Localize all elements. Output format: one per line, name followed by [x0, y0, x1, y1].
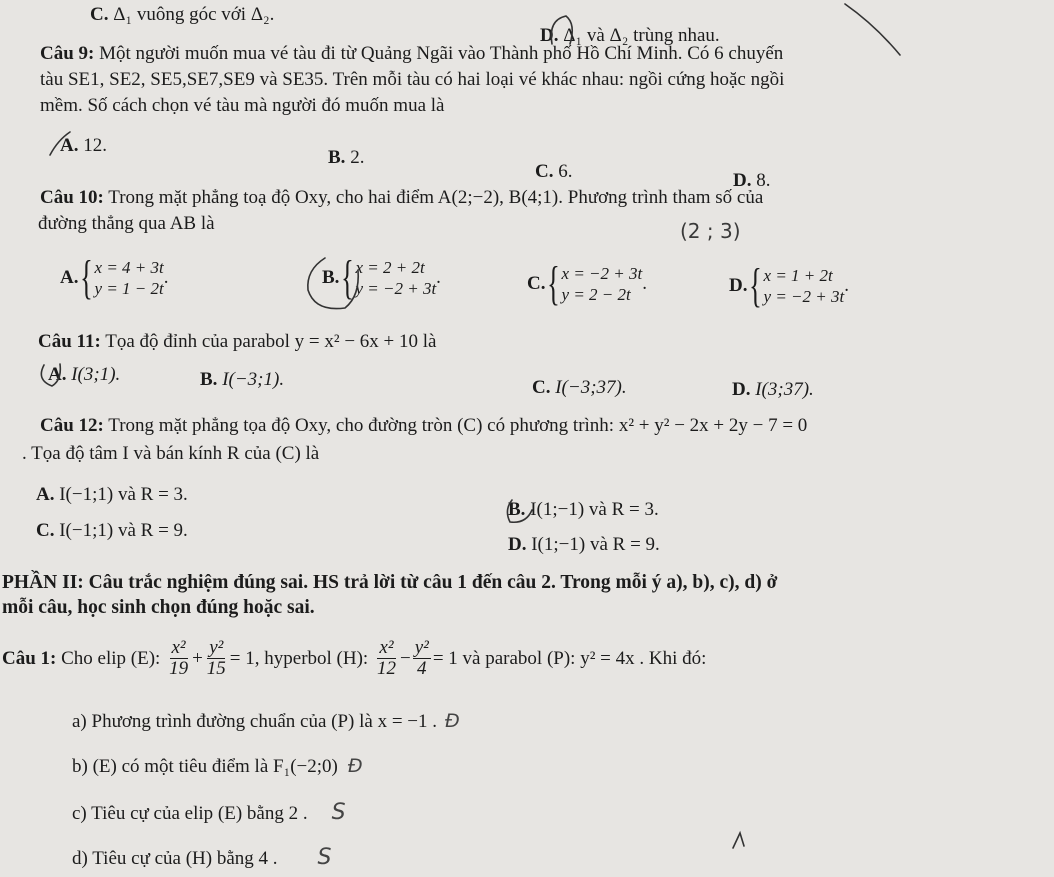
q9-option-a — [60, 136, 107, 155]
fraction-den: 12 — [376, 657, 396, 679]
question-text: , hyperbol (H): — [254, 647, 369, 669]
option-text: 6. — [558, 161, 573, 182]
q10-line2: đường thẳng qua AB là — [38, 213, 215, 234]
fraction-num: x² — [379, 637, 394, 658]
equation-end: = 1 — [229, 647, 255, 669]
option-letter: C. — [36, 520, 55, 541]
p2-q1-item-d — [72, 847, 332, 869]
q11-option-b — [200, 370, 284, 389]
fraction-num: y² — [414, 637, 429, 658]
option-text: 2. — [350, 147, 365, 168]
option-letter: D. — [540, 25, 559, 46]
p2-q1-item-c — [72, 802, 346, 824]
operator: + — [192, 647, 203, 669]
option-letter: A. — [60, 135, 79, 156]
brace: { — [80, 251, 94, 304]
fraction-den: 19 — [169, 657, 189, 679]
fraction — [205, 638, 228, 679]
q12-line1 — [40, 416, 807, 435]
option-letter: C. — [90, 4, 109, 25]
fraction-den: 15 — [206, 657, 226, 679]
fraction — [413, 638, 431, 679]
q9-line1 — [40, 44, 783, 63]
option-text: I(−3;37). — [555, 377, 627, 398]
brace: { — [341, 251, 355, 304]
q12-line2: . Tọa độ tâm I và bán kính R của (C) là — [22, 443, 320, 464]
option-letter: C. — [527, 273, 546, 294]
q11-option-a — [48, 365, 120, 384]
option-text: Δ₁ vuông góc với Δ₂. — [113, 4, 275, 25]
operator: − — [399, 647, 411, 669]
fraction-num: x² — [171, 637, 186, 658]
handwritten-note: (2 ; 3) — [680, 219, 741, 243]
option-letter: D. — [729, 275, 748, 296]
option-text: 8. — [756, 170, 771, 191]
pen-curve-top-right — [845, 4, 900, 55]
question-text: Trong mặt phẳng toạ độ Oxy, cho hai điểm A(2;−2), B(4;1). Phương trình tham số của — [108, 187, 764, 208]
option-letter: D. — [508, 534, 527, 555]
p2-q1-item-b — [72, 757, 363, 776]
question-label: Câu 11: — [38, 331, 101, 352]
fraction — [167, 638, 190, 679]
q9-option-c — [535, 162, 572, 181]
option-text: I(−1;1) và R = 9. — [59, 520, 188, 541]
q12-option-b — [508, 500, 659, 519]
q12-option-c — [36, 521, 188, 540]
q11-option-d — [732, 380, 814, 399]
option-text: I(−1;1) và R = 3. — [59, 484, 188, 505]
brace: { — [547, 257, 561, 310]
q10-option-c — [527, 257, 647, 310]
equation-end: = 1 — [432, 647, 458, 669]
q9-line3: mềm. Số cách chọn vé tàu mà người đó muốn mua là — [40, 95, 445, 116]
question-label: Câu 9: — [40, 43, 95, 64]
system-row: x = −2 + 3t — [561, 263, 643, 283]
part2-heading-line2: mỗi câu, học sinh chọn đúng hoặc sai. — [2, 597, 315, 618]
question-label: Câu 12: — [40, 415, 104, 436]
system-row: y = −2 + 3t — [763, 287, 845, 306]
handwritten-mark: S — [317, 845, 332, 870]
option-text: Δ₁ và Δ₂ trùng nhau. — [563, 25, 720, 46]
handwritten-mark: S — [331, 800, 346, 825]
system-end: . — [163, 267, 169, 288]
question-text: Cho elip (E): — [61, 647, 161, 669]
q12-option-d — [508, 535, 660, 554]
system-row: x = 2 + 2t — [355, 257, 425, 277]
pen-mark-n — [733, 833, 744, 848]
system-row: x = 4 + 3t — [94, 257, 164, 277]
item-text: a) Phương trình đường chuẩn của (P) là x = −1 . — [72, 711, 437, 732]
fraction-den: 4 — [417, 657, 427, 679]
option-letter: A. — [48, 364, 67, 385]
question-label: Câu 10: — [40, 187, 104, 208]
q11-option-c — [532, 378, 627, 397]
option-letter: A. — [36, 484, 55, 505]
system-row: y = 1 − 2t — [94, 279, 164, 298]
system-row: x = 1 + 2t — [763, 265, 833, 285]
option-text: 12. — [83, 135, 107, 156]
q10-option-d — [729, 259, 849, 312]
p2-q1-line — [2, 638, 706, 679]
question-label: Câu 1: — [2, 647, 57, 669]
q10-option-a — [60, 251, 169, 304]
handwritten-mark: Đ — [445, 710, 460, 732]
option-text: I(3;1). — [71, 364, 121, 385]
p2-q1-item-a — [72, 712, 460, 731]
fraction — [375, 638, 398, 679]
question-text: Một người muốn mua vé tàu đi từ Quảng Ngãi vào Thành phố Hồ Chí Minh. Có 6 chuyến — [99, 43, 784, 64]
fraction-num: y² — [209, 637, 224, 658]
system-end: . — [642, 273, 647, 294]
option-letter: B. — [328, 147, 346, 168]
option-letter: C. — [532, 377, 551, 398]
q10-line1 — [40, 188, 763, 207]
q9-option-b — [328, 148, 364, 167]
q9-line2: tàu SE1, SE2, SE5,SE7,SE9 và SE35. Trên mỗi tàu có hai loại vé khác nhau: ngồi cứng hoặc ngồi — [40, 69, 785, 90]
q8-option-c — [90, 5, 274, 24]
handwritten-mark: Đ — [347, 755, 363, 777]
q11-line — [38, 332, 436, 351]
option-text: I(1;−1) và R = 9. — [531, 534, 660, 555]
q12-option-a — [36, 485, 188, 504]
option-letter: A. — [60, 267, 79, 288]
q10-option-b — [322, 251, 441, 304]
system-end: . — [436, 267, 441, 288]
item-text: b) (E) có một tiêu điểm là F₁(−2;0) — [72, 756, 338, 777]
question-text: Trong mặt phẳng tọa độ Oxy, cho đường tròn (C) có phương trình: x² + y² − 2x + 2y − 7 = 0 — [108, 415, 808, 436]
system-end: . — [844, 275, 849, 296]
option-letter: B. — [200, 369, 218, 390]
question-text: Tọa độ đỉnh của parabol y = x² − 6x + 10 là — [105, 331, 437, 352]
option-letter: B. — [508, 499, 526, 520]
option-letter: D. — [733, 170, 752, 191]
option-letter: D. — [732, 379, 751, 400]
item-text: d) Tiêu cự của (H) bằng 4 . — [72, 848, 278, 869]
question-text: và parabol (P): y² = 4x . Khi đó: — [462, 647, 707, 669]
system-row: y = 2 − 2t — [561, 285, 631, 304]
part2-heading-line1: PHẦN II: Câu trắc nghiệm đúng sai. HS trả lời từ câu 1 đến câu 2. Trong mỗi ý a), b), c), d) ở — [2, 572, 778, 593]
brace: { — [749, 259, 763, 312]
option-text: I(1;−1) và R = 3. — [530, 499, 659, 520]
option-text: I(3;37). — [755, 379, 814, 400]
option-text: I(−3;1). — [222, 369, 285, 390]
item-text: c) Tiêu cự của elip (E) bằng 2 . — [72, 803, 308, 824]
option-letter: B. — [322, 267, 340, 288]
option-letter: C. — [535, 161, 554, 182]
system-row: y = −2 + 3t — [355, 279, 437, 298]
